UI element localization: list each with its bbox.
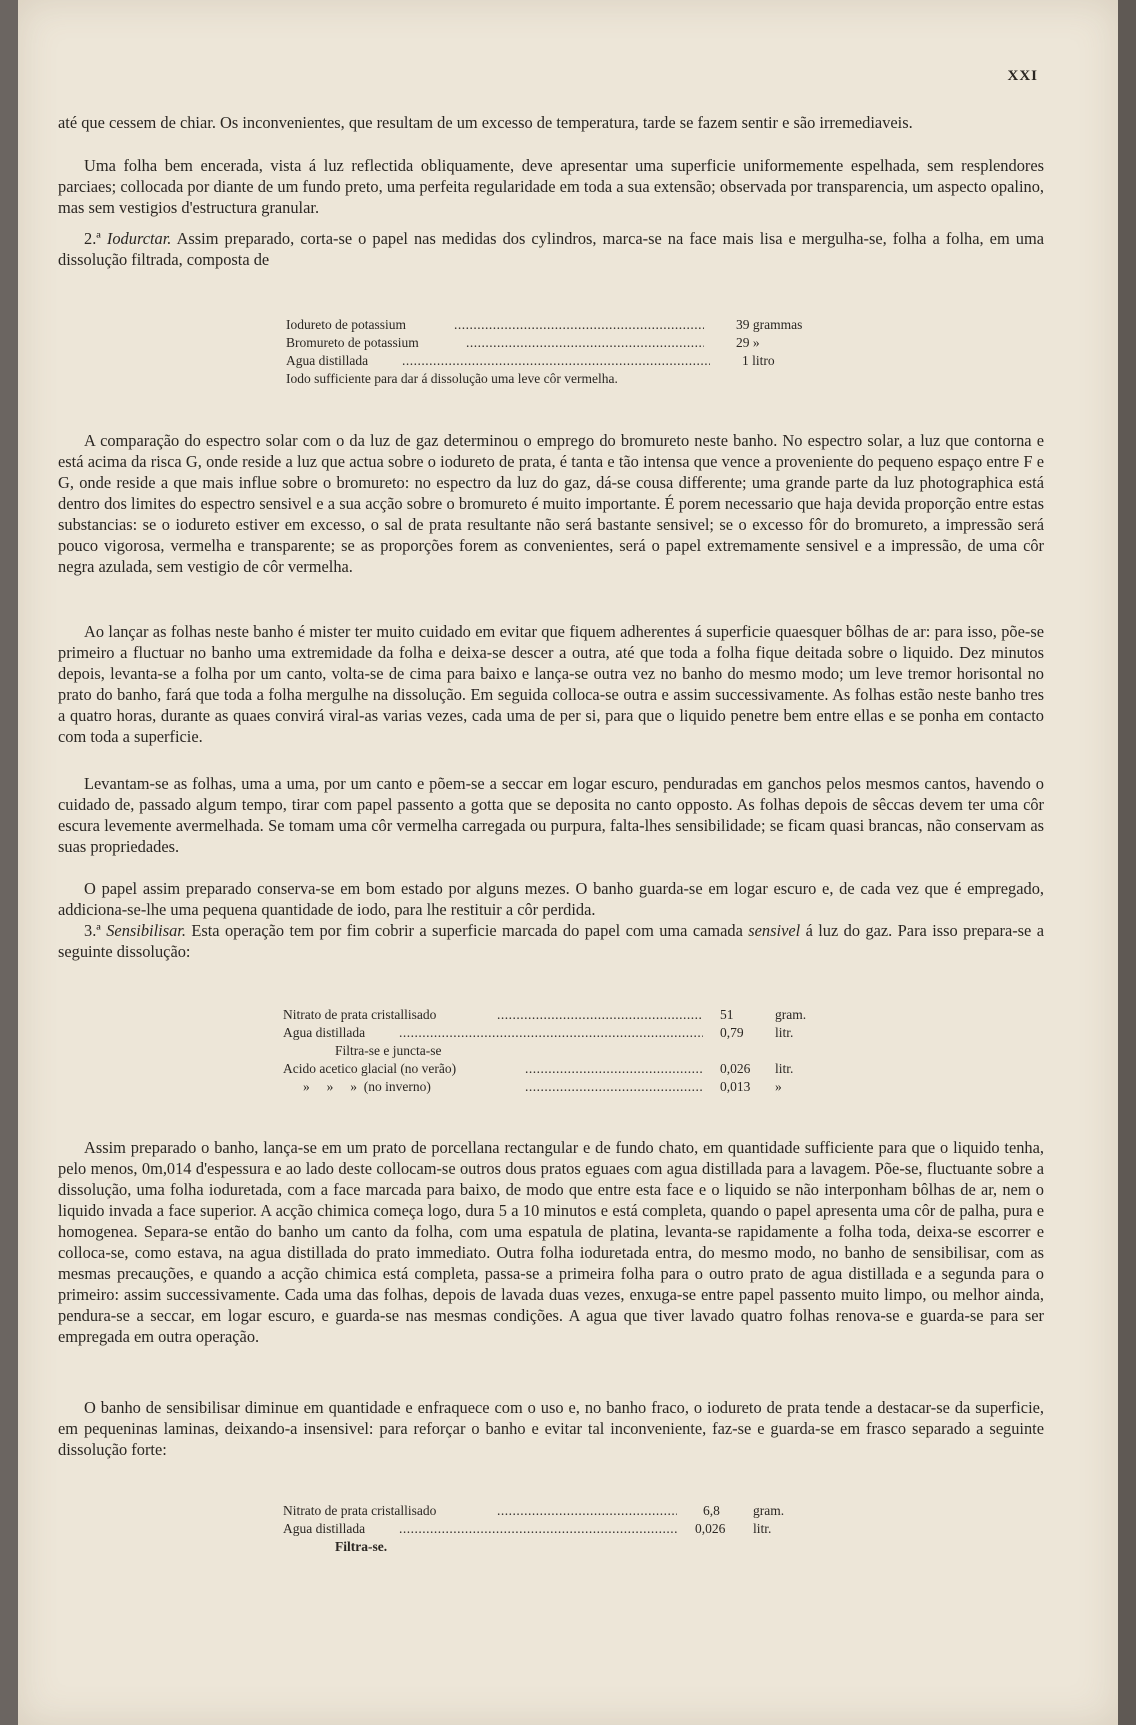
- recipe-sensibilisar: [283, 1006, 863, 1096]
- paragraph-4: A comparação do espectro solar com o da luz de gaz determinou o emprego do bromureto neste banho. No espectro solar, a luz que contorna e está acima da risca G, onde reside a luz que actua sobre o iodureto de prata, é tanta e tão intensa que vence a proveniente do pequeno espaço entre F e G, onde reside a que mais influe sobre o bromureto: no espectro da luz do gaz, dá-se cousa differente; uma grande parte da luz photographica está dentro dos limites do espectro sensivel e a sua acção sobre o bromureto é muito importante. É porem necessario que haja devida proporção entre estas substancias: se o iodureto estiver em excesso, o sal de prata resultante não será bastante sensivel; se o excesso fôr do bromureto, a impressão será pouco vigorosa, vermelha e transparente; se as proporções forem as convenientes, será o papel extremamente sensivel e a impressão, de uma côr negra azulada, sem vestigio de côr vermelha.: [58, 431, 1044, 576]
- ingredient-name: Bromureto de potassium: [286, 335, 419, 350]
- paragraph-9: Assim preparado o banho, lança-se em um prato de porcellana rectangular e de fundo chato, em quantidade sufficiente para que o liquido tenha, pelo menos, 0m,014 d'espessura e ao lado deste collocam-se outros dous pratos eguaes com agua distillada para a lavagem. Põe-se, fluctuante sobre a dissolução, uma folha ioduretada, com a face marcada para baixo, de modo que entre esta face e o liquido se não interponham bôlhas de ar, nem o liquido invada a face superior. A acção chimica começa logo, dura 5 a 10 minutos e está completa, quando o papel apresenta uma côr de palha, pura e homogenea. Separa-se então do banho um canto da folha, com uma espatula de platina, levanta-se rapidamente a folha toda, deixa-se escorrer e colloca-se, como estava, na agua distillada do prato immediato. Outra folha ioduretada entra, do mesmo modo, no banho de sensibilisar, com as mesmas precauções, e quando a acção chimica está completa, passa-se a primeira folha para o outro prato de agua distillada e a segunda para o primeiro: assim successivamente. Cada uma das folhas, depois de lavada duas vezes, enxuga-se entre papel passento muito limpo, ou melhor ainda, pendura-se a seccar, em logar escuro, e guarda-se nas mesmas condições. A agua que tiver lavado quatro folhas renova-se e guarda-se para ser empregada em outra operação.: [58, 1138, 1044, 1346]
- leader-dots: [399, 1520, 677, 1538]
- leader-dots: [525, 1078, 703, 1096]
- step-title-iodurctar: Iodurctar.: [106, 229, 172, 248]
- paragraph-8: 3.ª Sensibilisar. Esta operação tem por fim cobrir a superficie marcada do papel com uma camada sensivel á luz do gaz. Para isso prepara-se a seguinte dissolução:: [58, 921, 1044, 961]
- ingredient-qty: 29 »: [736, 335, 760, 350]
- ingredient-name: Iodureto de potassium: [286, 317, 406, 332]
- paragraph-1: até que cessem de chiar. Os inconvenientes, que resultam de um excesso de temperatura, tarde se fazem sentir e são irremediaveis.: [58, 113, 913, 132]
- recipe-row: Agua distillada ..... 0,79 litr.: [283, 1024, 863, 1042]
- leader-dots: [525, 1060, 703, 1078]
- step-number-3: 3.ª: [84, 921, 101, 940]
- paragraph-3-text: Assim preparado, corta-se o papel nas medidas dos cylindros, marca-se na face mais lisa e mergulha-se, folha a folha, em uma dissolução filtrada, composta de: [58, 229, 1044, 269]
- step-number-2: 2.ª: [84, 229, 101, 248]
- paragraph-7: O papel assim preparado conserva-se em bom estado por alguns mezes. O banho guarda-se em logar escuro e, de cada vez que é empregado, addiciona-se-lhe uma pequena quantidade de iodo, para lhe restituir a côr perdida.: [58, 879, 1044, 919]
- page-edge: [1118, 0, 1136, 1725]
- step-title-sensibilisar: Sensibilisar.: [106, 921, 186, 940]
- paragraph-6: Levantam-se as folhas, uma a uma, por um canto e põem-se a seccar em logar escuro, penduradas em ganchos pelos mesmos cantos, havendo o cuidado de, passado algum tempo, tirar com papel passento a gotta que se deposita no canto opposto. As folhas depois de sêccas devem ter uma côr escura levemente avermelhada. Se tomam uma côr vermelha carregada ou purpura, falta-lhes sensibilidade; se ficam quasi brancas, não conservam as suas propriedades.: [58, 774, 1044, 856]
- recipe-row: Agua distillada ..... 0,026 litr.: [283, 1520, 863, 1538]
- recipe-row: Nitrato de prata cristallisado ..... 51 gram.: [283, 1006, 863, 1024]
- recipe-row: [286, 334, 846, 352]
- ingredient-name: Agua distillada: [286, 353, 369, 368]
- recipe-iodurctar: [286, 316, 846, 388]
- paragraph-2: Uma folha bem encerada, vista á luz reflectida obliquamente, deve apresentar uma superficie uniformemente espelhada, sem resplendores parciaes; collocada por diante de um fundo preto, uma perfeita regularidade em toda a sua extensão; observada por transparencia, um aspecto opalino, mas sem vestigios d'estructura granular.: [58, 156, 1044, 217]
- recipe-row: [286, 316, 846, 334]
- recipe-row: » » » (no inverno) ..... 0,013 »: [283, 1078, 863, 1096]
- leader-dots: [497, 1502, 677, 1520]
- ingredient-qty: 39 grammas: [736, 317, 803, 332]
- book-page: [18, 0, 1118, 1725]
- recipe-note: Filtra-se e juncta-se: [335, 1043, 442, 1058]
- recipe-row: Nitrato de prata cristallisado ..... 6,8 gram.: [283, 1502, 863, 1520]
- recipe-note: Filtra-se.: [335, 1539, 388, 1554]
- ingredient-qty: 1 litro: [742, 353, 775, 368]
- paragraph-5: Ao lançar as folhas neste banho é mister ter muito cuidado em evitar que fiquem adherentes á superficie quaesquer bôlhas de ar: para isso, põe-se primeiro a fluctuar no banho uma extremidade da folha e deixa-se descer a outra, até que toda a folha fique deitada sobre o liquido. Dez minutos depois, levanta-se a folha por um canto, volta-se de cima para baixo e lança-se outra vez no banho do mesmo modo; um leve tremor horisontal no prato do banho, fará que toda a folha mergulhe na dissolução. Em seguida colloca-se outra e assim successivamente. As folhas estão neste banho tres a quatro horas, durante as quaes convirá viral-as varias vezes, cada uma de per si, para que o liquido penetre bem entre ellas e se ponha em contacto com toda a superficie.: [58, 622, 1044, 746]
- recipe-row: [286, 352, 846, 370]
- paragraph-3: [58, 228, 1044, 270]
- paragraph-10: O banho de sensibilisar diminue em quantidade e enfraquece com o uso e, no banho fraco, o iodureto de prata tende a destacar-se da superficie, em pequeninas laminas, deixando-a insensivel: para reforçar o banho e evitar tal inconveniente, faz-se e guarda-se em frasco separado a seguinte dissolução forte:: [58, 1398, 1044, 1459]
- recipe-dissolucao-forte: [283, 1502, 863, 1556]
- leader-dots: [466, 334, 704, 352]
- page-number: XXI: [1007, 68, 1038, 84]
- recipe-note: Iodo sufficiente para dar á dissolução uma leve côr vermelha.: [286, 371, 618, 386]
- emphasis-sensivel: sensivel: [748, 921, 801, 940]
- leader-dots: [402, 352, 710, 370]
- leader-dots: [454, 316, 704, 334]
- leader-dots: [399, 1024, 703, 1042]
- leader-dots: [497, 1006, 703, 1024]
- recipe-row: Acido acetico glacial (no verão) ..... 0,026 litr.: [283, 1060, 863, 1078]
